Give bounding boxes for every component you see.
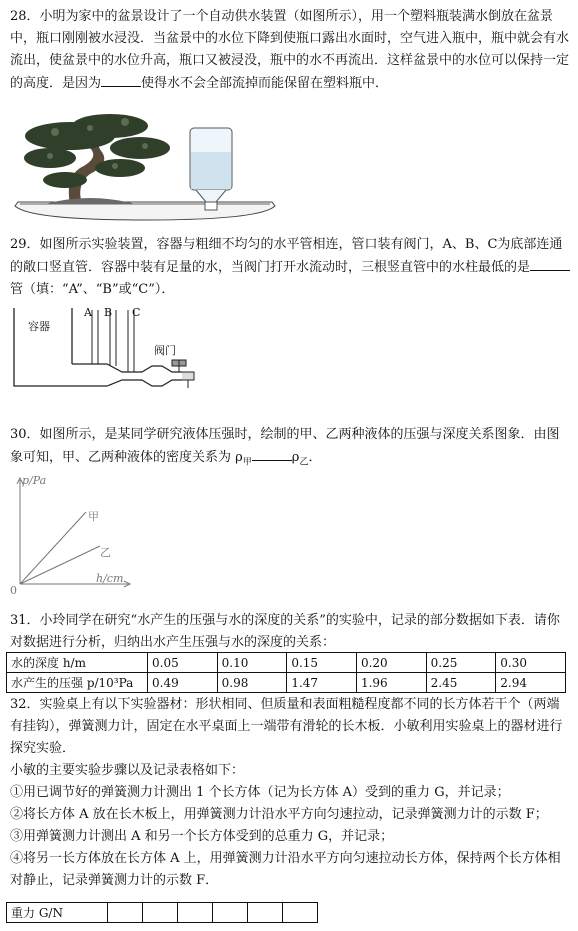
graph-origin: 0 xyxy=(10,584,17,597)
q32-intro: 小敏的主要实验步骤以及记录表格如下： xyxy=(10,763,245,778)
fig-label-a: A xyxy=(84,306,92,319)
q29-text: 29．如图所示实验装置，容器与粗细不均匀的水平管相连，管口装有阀门，A、B、C为底部连通的敞口竖直管．容器中装有足量的水，当阀门打开水流动时，三根竖直管中的水柱最低的是 xyxy=(10,237,563,275)
table-cell: 0.25 xyxy=(426,653,496,673)
table-cell: 1.47 xyxy=(287,673,357,693)
table-cell[interactable] xyxy=(108,903,143,923)
question-32 xyxy=(10,694,570,892)
graph-label-yi: 乙 xyxy=(100,546,111,559)
q28-text: 28．小明为家中的盆景设计了一个自动供水装置（如图所示），用一个塑料瓶装满水倒放在盆景中，瓶口刚刚被水浸没．当盆景中的水位下降到使瓶口露出水面时，空气进入瓶中，瓶中就会有水流出，使盆景中的水位升高，瓶口又被浸没，瓶中的水不再流出．这样盆景中的水位可以保持一定的高度．是因为 xyxy=(10,9,570,91)
question-31 xyxy=(10,610,570,654)
question-29 xyxy=(10,234,570,301)
table-cell: 0.30 xyxy=(496,653,566,673)
q32-step-2: ②将长方体 A 放在长木板上，用弹簧测力计沿水平方向匀速拉动，记录弹簧测力计的示数 F； xyxy=(10,807,548,822)
graph-label-jia: 甲 xyxy=(88,510,99,523)
q30-text: 30．如图所示，是某同学研究液体压强时，绘制的甲、乙两种液体的压强与深度关系图象．由图象可知，甲、乙两种液体的密度关系为 ρ xyxy=(10,427,560,465)
fig-label-b: B xyxy=(104,306,113,319)
question-28 xyxy=(10,6,570,95)
row-header-pressure: 水产生的压强 p/10³Pa xyxy=(7,673,148,693)
graph-xlabel: h/cm xyxy=(96,572,124,585)
bonsai-water-bottle-figure xyxy=(10,108,280,226)
table-cell: 2.45 xyxy=(426,673,496,693)
table-cell[interactable] xyxy=(248,903,283,923)
q30-text-end: ． xyxy=(308,450,322,465)
fig-label-container: 容器 xyxy=(28,320,50,333)
table-row xyxy=(7,673,566,693)
sub-jia: 甲 xyxy=(242,457,252,468)
q32-step-3: ③用弹簧测力计测出 A 和另一个长方体受到的总重力 G，并记录； xyxy=(10,829,394,844)
answer-blank[interactable] xyxy=(530,256,570,271)
question-30 xyxy=(10,424,570,474)
table-cell: 1.96 xyxy=(356,673,426,693)
q30-rho: ρ xyxy=(291,450,300,465)
sub-yi: 乙 xyxy=(299,457,309,468)
table-cell[interactable] xyxy=(213,903,248,923)
table-cell: 2.94 xyxy=(496,673,566,693)
answer-blank[interactable] xyxy=(252,446,292,461)
table-cell[interactable] xyxy=(178,903,213,923)
table-cell[interactable] xyxy=(143,903,178,923)
q29-text-end: 管（填：“A”、“B”或“C”）． xyxy=(10,282,175,297)
q31-text: 31．小玲同学在研究“水产生的压强与水的深度的关系”的实验中，记录的部分数据如下表．请你对数据进行分析，归纳出水产生压强与水的深度的关系： xyxy=(10,613,560,650)
table-cell: 0.20 xyxy=(356,653,426,673)
row-header-gravity: 重力 G/N xyxy=(7,903,108,923)
depth-pressure-table xyxy=(6,652,566,693)
q32-step-1: ①用已调节好的弹簧测力计测出 1 个长方体（记为长方体 A）受到的重力 G，并记录； xyxy=(10,785,510,800)
table-cell[interactable] xyxy=(283,903,318,923)
table-cell: 0.49 xyxy=(148,673,218,693)
table-row xyxy=(7,903,318,923)
q32-step-4: ④将另一长方体放在长方体 A 上，用弹簧测力计沿水平方向匀速拉动长方体，保持两个长方体相对静止，记录弹簧测力计的示数 F． xyxy=(10,851,561,888)
table-cell: 0.98 xyxy=(217,673,287,693)
row-header-depth: 水的深度 h/m xyxy=(7,653,148,673)
table-row xyxy=(7,653,566,673)
table-cell: 0.10 xyxy=(217,653,287,673)
table-cell: 0.05 xyxy=(148,653,218,673)
table-cell: 0.15 xyxy=(287,653,357,673)
q32-text: 32．实验桌上有以下实验器材：形状相同、但质量和表面粗糙程度都不同的长方体若干个（两端有挂钩），弹簧测力计，固定在水平桌面上一端带有滑轮的长木板．小敏利用实验桌上的器材进行探究实验． xyxy=(10,697,563,756)
fig-label-c: C xyxy=(132,306,141,319)
fig-label-valve: 阀门 xyxy=(154,344,176,357)
record-table xyxy=(6,902,318,923)
graph-ylabel: p/Pa xyxy=(22,474,47,487)
q28-text-end: 使得水不会全部流掉而能保留在塑料瓶中． xyxy=(141,76,389,91)
answer-blank[interactable] xyxy=(101,72,141,87)
